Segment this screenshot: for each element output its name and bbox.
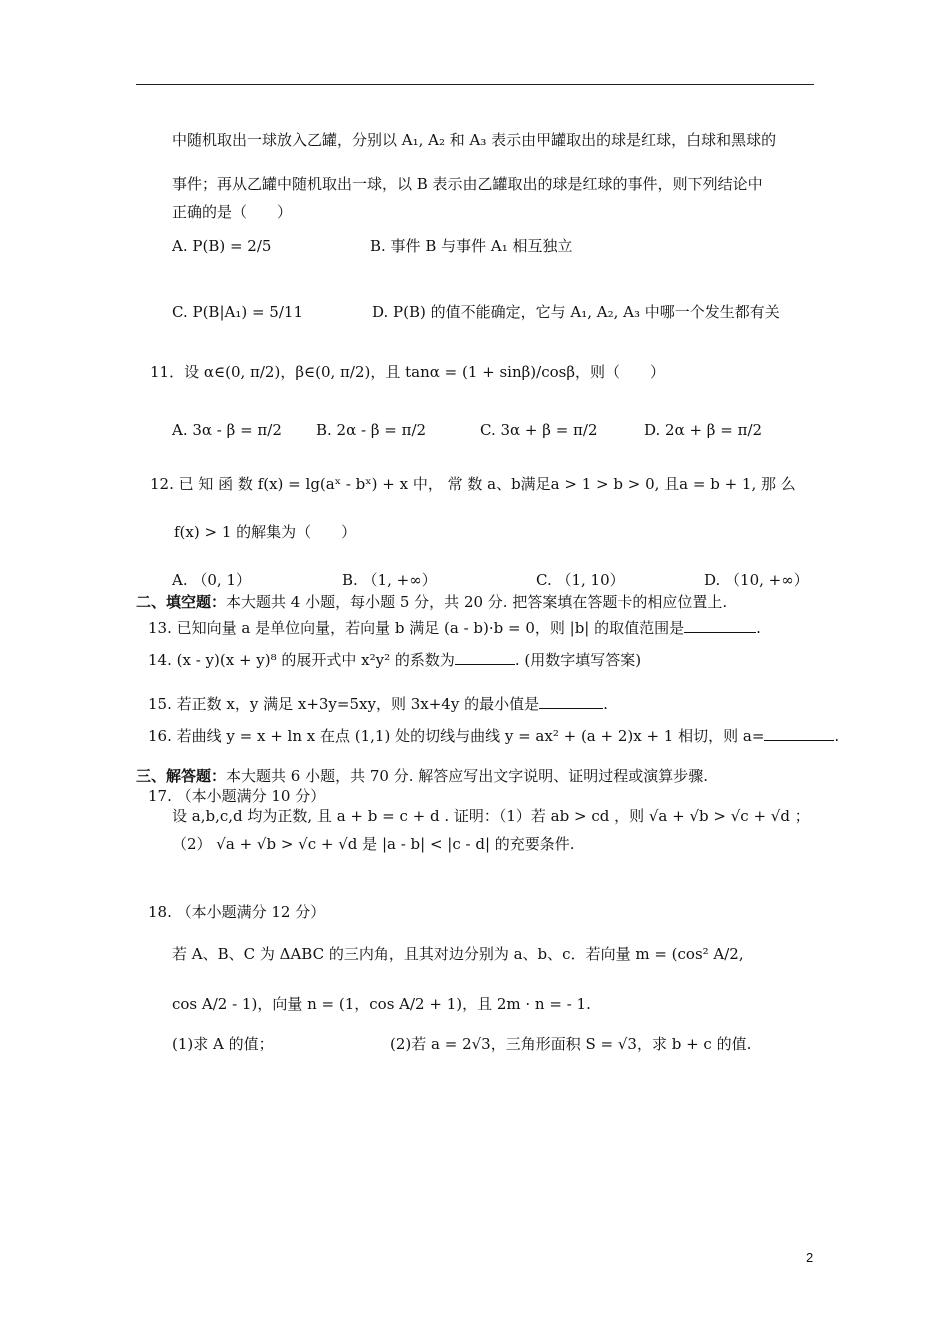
q14 <box>148 650 641 670</box>
p10-line2: 事件；再从乙罐中随机取出一球，以 B 表示由乙罐取出的球是红球的事件，则下列结论中 <box>172 175 763 193</box>
p10-line1: 中随机取出一球放入乙罐，分别以 A₁, A₂ 和 A₃ 表示由甲罐取出的球是红球，白球和黑球的 <box>172 131 777 149</box>
section2-heading <box>136 592 727 612</box>
p12-stem-line2: f(x) > 1 的解集为（ ） <box>174 523 357 541</box>
q14-tail: . (用数字填写答案) <box>514 651 642 669</box>
q15-answer-blank <box>539 694 603 709</box>
p11-stem: 11．设 α∈(0, π/2)，β∈(0, π/2)，且 tanα = (1 + sinβ)/cosβ，则（ ） <box>150 363 666 381</box>
p10-line3: 正确的是（ ） <box>172 203 293 221</box>
q18-line1: 若 A、B、C 为 ΔABC 的三内角，且其对边分别为 a、b、c．若向量 m = (cos² A/2, <box>172 945 744 963</box>
q13: 13. 已知向量 a 是单位向量，若向量 b 满足 (a - b)·b = 0，则 |b| 的取值范围是 . <box>148 619 761 637</box>
p11-option-d: D. 2α + β = π/2 <box>644 421 763 439</box>
header-rule <box>136 84 814 85</box>
q13-text: 13. 已知向量 a 是单位向量，若向量 b 满足 (a - b)·b = 0，则 |b| 的取值范围是 <box>148 619 685 637</box>
q17-line1: 设 a,b,c,d 均为正数, 且 a + b = c + d . 证明：（1）若 ab > cd ，则 √a + √b > √c + √d ； <box>172 807 810 825</box>
p12-option-b: B. （1, +∞） <box>342 571 437 589</box>
section3-title: 三、解答题： <box>136 767 227 785</box>
q17-line2: （2） √a + √b > √c + √d 是 |a - b| < |c - d| 的充要条件. <box>172 835 575 853</box>
q15: 15. 若正数 x，y 满足 x+3y=5xy，则 3x+4y 的最小值是 . <box>148 695 608 713</box>
q17-title: 17. （本小题满分 10 分） <box>148 787 326 805</box>
p12-option-c: C. （1, 10） <box>536 571 625 589</box>
section2-text: 本大题共 4 小题，每小题 5 分，共 20 分. 把答案填在答题卡的相应位置上. <box>226 593 728 611</box>
q14-text: 14. (x - y)(x + y)⁸ 的展开式中 x²y² 的系数为 <box>148 651 455 669</box>
p12-stem: 12. 已 知 函 数 f(x) = lg(aˣ - bˣ) + x 中， 常 数 a、b满足a > 1 > b > 0, 且a = b + 1, 那 么 <box>150 475 796 493</box>
q16-text: 16. 若曲线 y = x + ln x 在点 (1,1) 处的切线与曲线 y = ax² + (a + 2)x + 1 相切，则 a= <box>148 727 765 745</box>
p11-option-b: B. 2α - β = π/2 <box>316 421 427 439</box>
q14-answer-blank <box>455 650 515 665</box>
q16-answer-blank <box>764 726 834 741</box>
q16: 16. 若曲线 y = x + ln x 在点 (1,1) 处的切线与曲线 y = ax² + (a + 2)x + 1 相切，则 a= . <box>148 727 840 745</box>
section3-heading <box>136 766 708 786</box>
page-number: 2 <box>806 1250 814 1265</box>
p12-option-a: A. （0, 1） <box>172 571 251 589</box>
p10-option-b: B. 事件 B 与事件 A₁ 相互独立 <box>370 237 573 255</box>
p10-option-a: A. P(B) = 2/5 <box>172 237 272 255</box>
q13-answer-blank <box>684 618 756 633</box>
p10-option-d: D. P(B) 的值不能确定，它与 A₁, A₂, A₃ 中哪一个发生都有关 <box>372 303 780 321</box>
p11-option-a: A. 3α - β = π/2 <box>172 421 282 439</box>
p12-option-d: D. （10, +∞） <box>704 571 809 589</box>
p10-option-c: C. P(B|A₁) = 5/11 <box>172 303 303 321</box>
q15-text: 15. 若正数 x，y 满足 x+3y=5xy，则 3x+4y 的最小值是 <box>148 695 540 713</box>
p11-option-c: C. 3α + β = π/2 <box>480 421 598 439</box>
section3-text: 本大题共 6 小题，共 70 分. 解答应写出文字说明、证明过程或演算步骤. <box>226 767 709 785</box>
q18-part2: (2)若 a = 2√3，三角形面积 S = √3，求 b + c 的值. <box>390 1035 752 1053</box>
section2-title: 二、填空题： <box>136 593 227 611</box>
q18-part1: (1)求 A 的值； <box>172 1035 274 1053</box>
q18-line2: cos A/2 - 1)，向量 n = (1，cos A/2 + 1)，且 2m · n = - 1. <box>172 995 591 1013</box>
q18-title: 18. （本小题满分 12 分） <box>148 903 326 921</box>
